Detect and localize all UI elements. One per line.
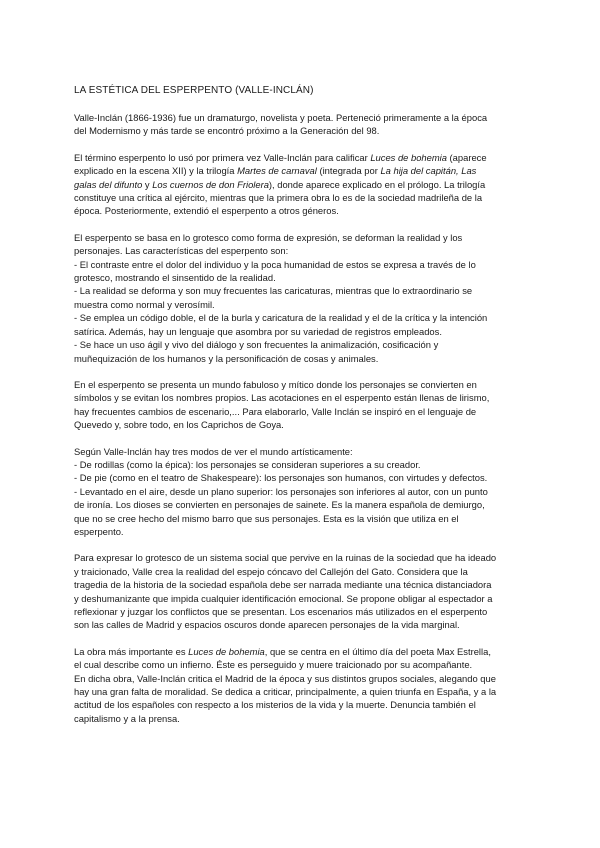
paragraph-line: En dicha obra, Valle-Inclán critica el Madrid de la época y sus distintos grupos sociales, alegando que (74, 672, 496, 684)
italic-title: galas del difunto (74, 178, 143, 190)
paragraph-line: tragedia de la historia de la sociedad española debe ser narrada mediante una técnica distanciadora (74, 579, 492, 591)
paragraph-line: esperpento. (74, 525, 124, 537)
paragraph-line: son las calles de Madrid y espacios oscuros donde aparecen personajes de la vida marginal. (74, 619, 460, 631)
paragraph-line: En el esperpento se presenta un mundo fabuloso y mítico donde los personajes se convierten en (74, 378, 477, 390)
paragraph-line: capitalismo y a la prensa. (74, 712, 180, 724)
paragraph-line: La obra más importante es Luces de bohemia, que se centra en el último día del poeta Max Estrella, (74, 645, 491, 657)
italic-title: Martes de carnaval (237, 165, 317, 177)
paragraph-line: grotesco, mostrando el sinsentido de la realidad. (74, 272, 276, 284)
paragraph-line: símbolos y se evitan los nombres propios. Las acotaciones en el esperpento están llenas de lirismo, (74, 392, 490, 404)
paragraph-line: reflexionar y juzgar los conflictos que se presentan. Los escenarios más utilizados en el esperpento (74, 606, 488, 617)
paragraph-5 (74, 445, 530, 539)
paragraph-line: constituye una crítica al ejército, mientras que la primera obra lo es de la sociedad madrileña de la (74, 192, 483, 204)
paragraph-line: - Se hace un uso ágil y vivo del diálogo y son frecuentes la animalización, cosificación y (74, 339, 439, 351)
paragraph-line: El esperpento se basa en lo grotesco como forma de expresión, se deforman la realidad y los (74, 231, 463, 243)
italic-title: La hija del capitán, Las (380, 165, 477, 177)
paragraph-line: - La realidad se deforma y son muy frecuentes las caricaturas, mientras que lo extraordinario se (74, 285, 473, 297)
paragraph-line: del Modernismo y más tarde se encontró próximo a la Generación del 98. (74, 125, 380, 137)
paragraphs-container (74, 111, 530, 725)
paragraph-1 (74, 111, 530, 138)
paragraph-line: de ironía. Los dioses se convierten en personajes de sainete. Es la manera española de demiurgo, (74, 499, 485, 511)
paragraph-7 (74, 645, 530, 725)
document-title: LA ESTÉTICA DEL ESPERPENTO (VALLE-INCLÁN) (74, 85, 314, 96)
paragraph-line: - El contraste entre el dolor del individuo y la poca humanidad de estos se expresa a través de lo (74, 258, 476, 270)
paragraph-6 (74, 551, 530, 631)
paragraph-line: satírica. Además, hay un lenguaje que asombra por su variedad de registros empleados. (74, 325, 442, 337)
italic-title: Los cuernos de don Friolera (152, 178, 269, 190)
paragraph-line: - De pie (como en el teatro de Shakespeare): los personajes son humanos, con virtudes y defectos. (74, 472, 488, 484)
paragraph-line: - De rodillas (como la épica): los personajes se consideran superiores a su creador. (74, 458, 421, 470)
italic-title: Luces de bohemia (370, 151, 447, 163)
paragraph-line: - Levantado en el aire, desde un plano superior: los personajes son inferiores al autor, con un punto (74, 485, 488, 497)
paragraph-line: muestra como normal y verosímil. (74, 298, 215, 310)
paragraph-line: el cual describe como un infierno. Éste es perseguido y muere traicionado por su acompañante. (74, 659, 473, 671)
paragraph-line: y traicionado, Valle crea la realidad del espejo cóncavo del Callejón del Gato. Considera que la (74, 565, 468, 577)
paragraph-4 (74, 378, 530, 432)
paragraph-2 (74, 151, 530, 218)
paragraph-line: época. Posteriormente, extendió el esperpento a otros géneros. (74, 205, 339, 217)
paragraph-line: Según Valle-Inclán hay tres modos de ver el mundo artísticamente: (74, 445, 353, 457)
paragraph-line: galas del difunto y Los cuernos de don Friolera), donde aparece explicado en el prólogo. La trilogía (74, 178, 486, 190)
paragraph-line: Para expresar lo grotesco de un sistema social que pervive en la ruinas de la sociedad que ha ideado (74, 552, 497, 564)
paragraph-line: explicado en la escena XII) y la trilogía Martes de carnaval (integrada por La hija del capitán, Las (74, 165, 477, 177)
paragraph-line: personajes. Las características del esperpento son: (74, 245, 289, 257)
paragraph-line: - Se emplea un código doble, el de la burla y caricatura de la realidad y el de la crítica y la intención (74, 312, 488, 324)
paragraph-line: Quevedo y, sobre todo, en los Caprichos de Goya. (74, 419, 284, 431)
document-body (74, 84, 530, 738)
italic-title: Luces de bohemia (188, 645, 265, 657)
paragraph-line: actitud de los españoles con respecto a los misterios de la vida y la muerte. Denuncia también el (74, 699, 476, 711)
paragraph-line: y deshumanizante que impida cualquier identificación emocional. Se propone obligar al espectador a (74, 592, 493, 604)
paragraph-line: muñequización de los humanos y la personificación de cosas y animales. (74, 352, 379, 364)
paragraph-line: Valle-Inclán (1866-1936) fue un dramaturgo, novelista y poeta. Perteneció primeramente a la época (74, 112, 488, 123)
paragraph-line: hay una gran falta de moralidad. Se dedica a criticar, principalmente, a quien triunfa en España, y a la (74, 686, 497, 698)
paragraph-line: que no se cree hecho del mismo barro que sus personajes. Esta es la visión que utiliza en el (74, 512, 459, 524)
paragraph-line: El término esperpento lo usó por primera vez Valle-Inclán para calificar Luces de bohemia (aparece (74, 151, 487, 163)
paragraph-line: hay frecuentes cambios de escenario,... Para elaborarlo, Valle Inclán se inspiró en el lenguaje de (74, 405, 477, 417)
paragraph-3 (74, 231, 530, 365)
